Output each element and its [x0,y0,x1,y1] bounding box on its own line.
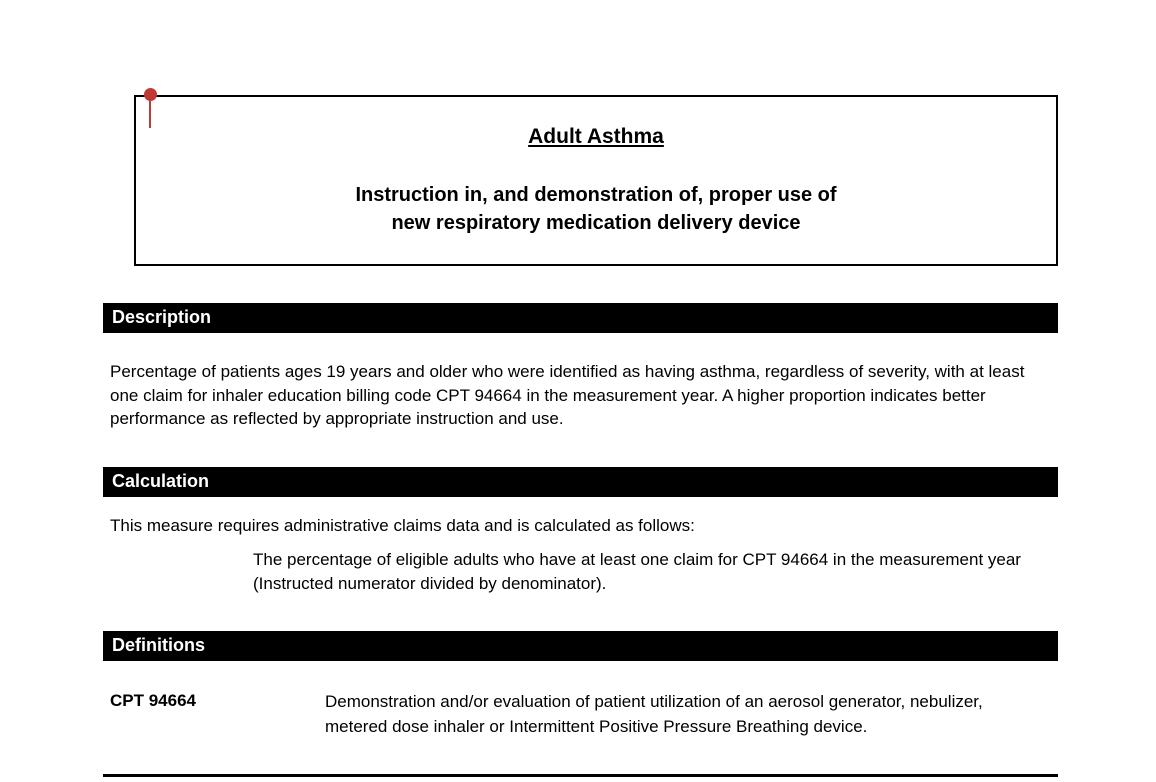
section-header-calculation [103,467,1058,497]
description-body-text: Percentage of patients ages 19 years and older who were identified as having asthma, regardless of severity, with at least one claim for inhaler education billing code CPT 94664 in the measurement year. A higher proportion indicates better performance as reflected by appropriate instruction and use. [110,362,1025,428]
section-header-definitions-label: Definitions [112,635,205,655]
section-header-calculation-label: Calculation [112,471,210,491]
definition-term: CPT 94664 [110,691,196,710]
definition-description: Demonstration and/or evaluation of patient utilization of an aerosol generator, nebulizer, metered dose inhaler or Intermittent Positive Pressure Breathing device. [325,692,983,736]
section-header-description [103,303,1058,333]
page-subtitle-line-1: Instruction in, and demonstration of, proper use of [355,184,837,206]
page-title: Adult Asthma [528,125,664,148]
page-subtitle-line-2: new respiratory medication delivery device [391,212,801,234]
section-header-definitions [103,631,1058,661]
page-subtitle [136,181,1056,237]
calculation-detail-text: The percentage of eligible adults who have at least one claim for CPT 94664 in the measurement year (Instructed numerator divided by denominator). [253,550,1021,593]
section-header-description-label: Description [112,307,212,327]
calculation-intro-text: This measure requires administrative claims data and is calculated as follows: [110,516,695,535]
title-box [134,95,1058,266]
bottom-divider [103,774,1058,777]
